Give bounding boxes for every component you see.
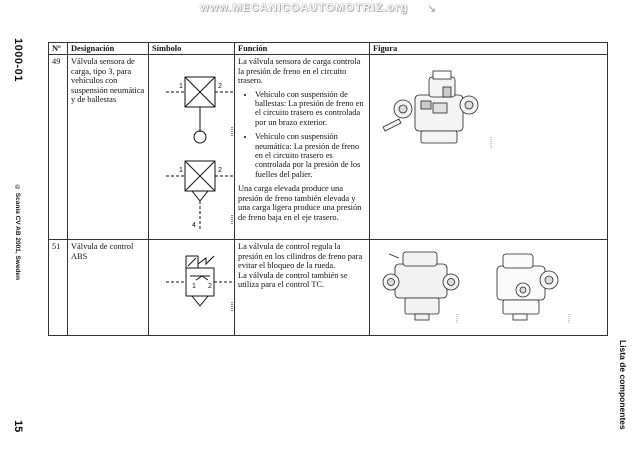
watermark: www.MECANICOAUTOMOTRIZ.org <box>200 2 409 14</box>
abs-control-valve-symbol <box>152 242 238 328</box>
load-sensing-valve-symbol <box>152 57 238 237</box>
row-designation: Válvula de control ABS <box>68 240 149 335</box>
symbol-cell <box>149 240 235 335</box>
function-intro: La válvula de control regula la presión en los cilindros de freno para evitar el bloqueo de la rueda. <box>238 242 363 271</box>
table-row <box>49 55 608 240</box>
copyright-notice: © Scania CV AB 2001, Sweden <box>14 184 21 280</box>
list-item: • Vehículo con suspensión de ballestas: La presión de freno en el circuito trasero es controlada por un brazo exterior. <box>255 90 366 128</box>
function-bullets <box>238 90 366 180</box>
row-function <box>235 55 370 240</box>
port-label: 2 <box>218 167 222 175</box>
abs-valve-drawing-left <box>383 252 459 320</box>
components-table <box>48 42 608 336</box>
function-outro: La válvula de control también se utiliza para el control TC. <box>238 270 348 290</box>
row-function <box>235 240 370 335</box>
table-row <box>49 240 608 335</box>
row-designation: Válvula sensora de carga, tipo 3, para vehículos con suspensión neumática y de ballestas <box>68 55 149 240</box>
port-label: 2 <box>218 83 222 91</box>
header-designation: Designación <box>68 43 149 55</box>
abs-valve-drawing-right <box>497 254 558 320</box>
function-intro: La válvula sensora de carga controla la presión de freno en el circuito trasero. <box>238 57 361 86</box>
watermark-cursor-icon: ↘ <box>427 3 437 15</box>
row-number: 51 <box>49 240 68 335</box>
port-label: 4 <box>192 222 196 230</box>
table-header-row <box>49 43 608 55</box>
function-outro: Una carga elevada produce una presión de freno también elevada y una carga ligera produce una presión de freno baja en el eje trasero. <box>238 184 362 222</box>
abs-valve-illustrations <box>373 242 585 330</box>
symbol-cell <box>149 55 235 240</box>
port-label: 1 <box>179 83 183 91</box>
header-function: Función <box>235 43 370 55</box>
page-number: 15 <box>12 420 24 433</box>
document-number: 1000-01 <box>12 38 24 82</box>
port-label: 2 <box>208 283 212 291</box>
load-sensing-valve-illustration <box>373 57 543 157</box>
header-symbol: Símbolo <box>149 43 235 55</box>
section-title: Lista de componentes <box>618 340 628 430</box>
port-label: 1 <box>179 167 183 175</box>
port-label: 1 <box>192 283 196 291</box>
row-number: 49 <box>49 55 68 240</box>
figure-cell <box>370 240 608 335</box>
figure-cell <box>370 55 608 240</box>
header-no: Nº <box>49 43 68 55</box>
header-figure: Figura <box>370 43 608 55</box>
list-item: • Vehículo con suspensión neumática: La presión de freno en el circuito trasero es controlada por la presión de los fuelles del palier. <box>255 132 366 179</box>
